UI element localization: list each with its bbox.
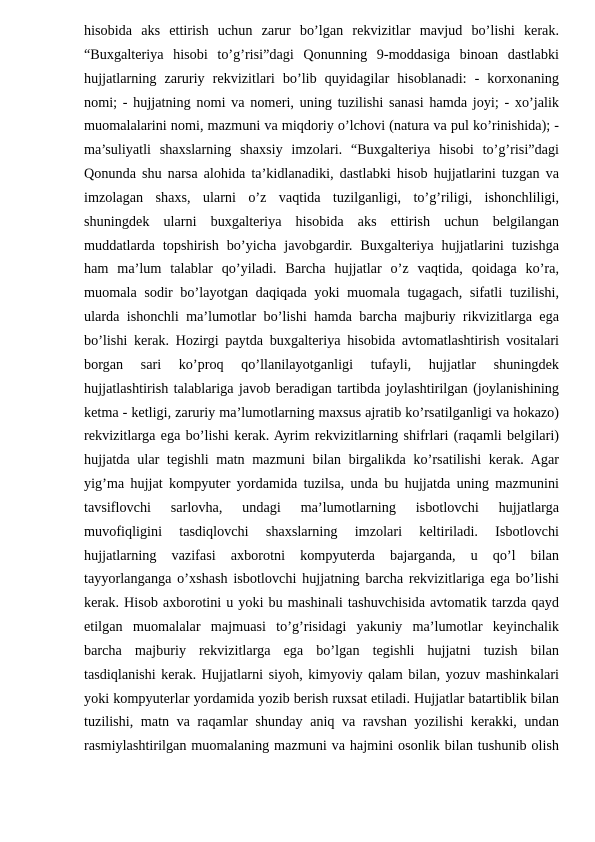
text-line: imzolagan shaxs, ularni o’z vaqtida tuzilganligi, to’g’riligi, ishonchliligi, xyxy=(84,189,559,206)
text-line: yig’ma hujjat kompyuter yordamida tuzilsa, unda bu hujjatda uning mazmunini xyxy=(84,476,559,493)
text-line: “Buxgalteriya hisobi to’g’risi”dagi Qonunning 9-moddasiga binoan dastlabki xyxy=(84,46,559,63)
text-line: barcha majburiy rekvizitlarga ega bo’lgan tegishli hujjatni tuzish bilan xyxy=(84,642,559,659)
text-line: rekvizitlarga ega bo’lishi kerak. Ayrim rekvizitlarning shifrlari (raqamli belgilari) xyxy=(84,428,559,445)
text-line: tuzilishi, matn va raqamlar shunday aniq va ravshan yozilishi kerakki, undan xyxy=(84,714,559,731)
text-line: shuningdek ularni buxgalteriya hisobida aks ettirish uchun belgilangan xyxy=(84,213,559,230)
text-line: etilgan muomalalar majmuasi to’g’risidagi yakuniy ma’lumotlar keyinchalik xyxy=(84,619,559,636)
text-line: hujjatlarning vazifasi axborotni kompyuterda bajarganda, u qo’l bilan xyxy=(84,547,559,564)
text-line: ularda ishonchli ma’lumotlar bo’lishi hamda barcha majburiy rikvizitlarga ega xyxy=(84,309,559,326)
text-line: ham ma’lum talablar qo’yiladi. Barcha hujjatlar o’z vaqtida, qoidaga ko’ra, xyxy=(84,261,559,278)
text-line: tasdiqlanishi kerak. Hujjatlarni siyoh, kimyoviy qalam bilan, yozuv mashinkalari xyxy=(84,666,559,683)
text-line: ketma - ketligi, zaruriy ma’lumotlarning maxsus ajratib ko’rsatilganligi va hokazo) xyxy=(84,404,559,421)
text-line: borgan sari ko’proq qo’llanilayotganligi tufayli, hujjatlar shuningdek xyxy=(84,356,559,373)
text-line: Qonunda shu narsa alohida ta’kidlanadiki, dastlabki hisob hujjatlarini tuzgan va xyxy=(84,166,559,183)
text-line: nomi; - hujjatning nomi va nomeri, uning tuzilishi sanasi hamda joyi; - xo’jalik xyxy=(84,94,559,111)
text-line: bo’lishi kerak. Hozirgi paytda buxgalteriya hisobida avtomatlashtirish vositalari xyxy=(84,332,559,349)
text-line: hisobida aks ettirish uchun zarur bo’lgan rekvizitlar mavjud bo’lishi kerak. xyxy=(84,23,559,39)
text-line: rasmiylashtirilgan muomalaning mazmuni va hajmini osonlik bilan tushunib olish xyxy=(84,738,559,755)
text-line: hujjatlashtirish talablariga javob beradigan tartibda joylashtirilgan (joylanishining xyxy=(84,380,559,397)
text-line: muvofiqligini tasdiqlovchi shaxslarning imzolari keltiriladi. Isbotlovchi xyxy=(84,523,559,540)
text-line: kerak. Hisob axborotini u yoki bu mashinali tashuvchisida avtomatik tarzda qayd xyxy=(84,595,559,612)
text-line: tayyorlanganga o’xshash isbotlovchi hujjatning barcha rekvizitlariga ega bo’lishi xyxy=(84,571,559,588)
text-line: tavsiflovchi sarlovha, undagi ma’lumotlarning isbotlovchi hujjatlarga xyxy=(84,499,559,516)
text-line: muomala sodir bo’layotgan daqiqada yoki muomala tugagach, sifatli tuzilishi, xyxy=(84,285,559,302)
text-line: hujjatlarning zaruriy rekvizitlari bo’lib quyidagilar hisoblanadi: - korxonaning xyxy=(84,70,559,87)
document-page xyxy=(84,20,559,759)
text-line: muddatlarda topshirish bo’yicha javobgardir. Buxgalteriya hujjatlarini tuzishga xyxy=(84,237,559,254)
text-line: ma’suliyatli shaxslarning shaxsiy imzolari. “Buxgalteriya hisobi to’g’risi”dagi xyxy=(84,142,559,159)
text-line: yoki kompyuterlar yordamida yozib berish ruxsat etiladi. Hujjatlar batartiblik bilan xyxy=(84,690,559,707)
text-line: hujjatda ular tegishli matn mazmuni bilan birgalikda ko’rsatilishi kerak. Agar xyxy=(84,452,559,469)
text-line: muomalalarini nomi, mazmuni va miqdoriy o’lchovi (natura va pul ko’rinishida); - xyxy=(84,118,559,135)
